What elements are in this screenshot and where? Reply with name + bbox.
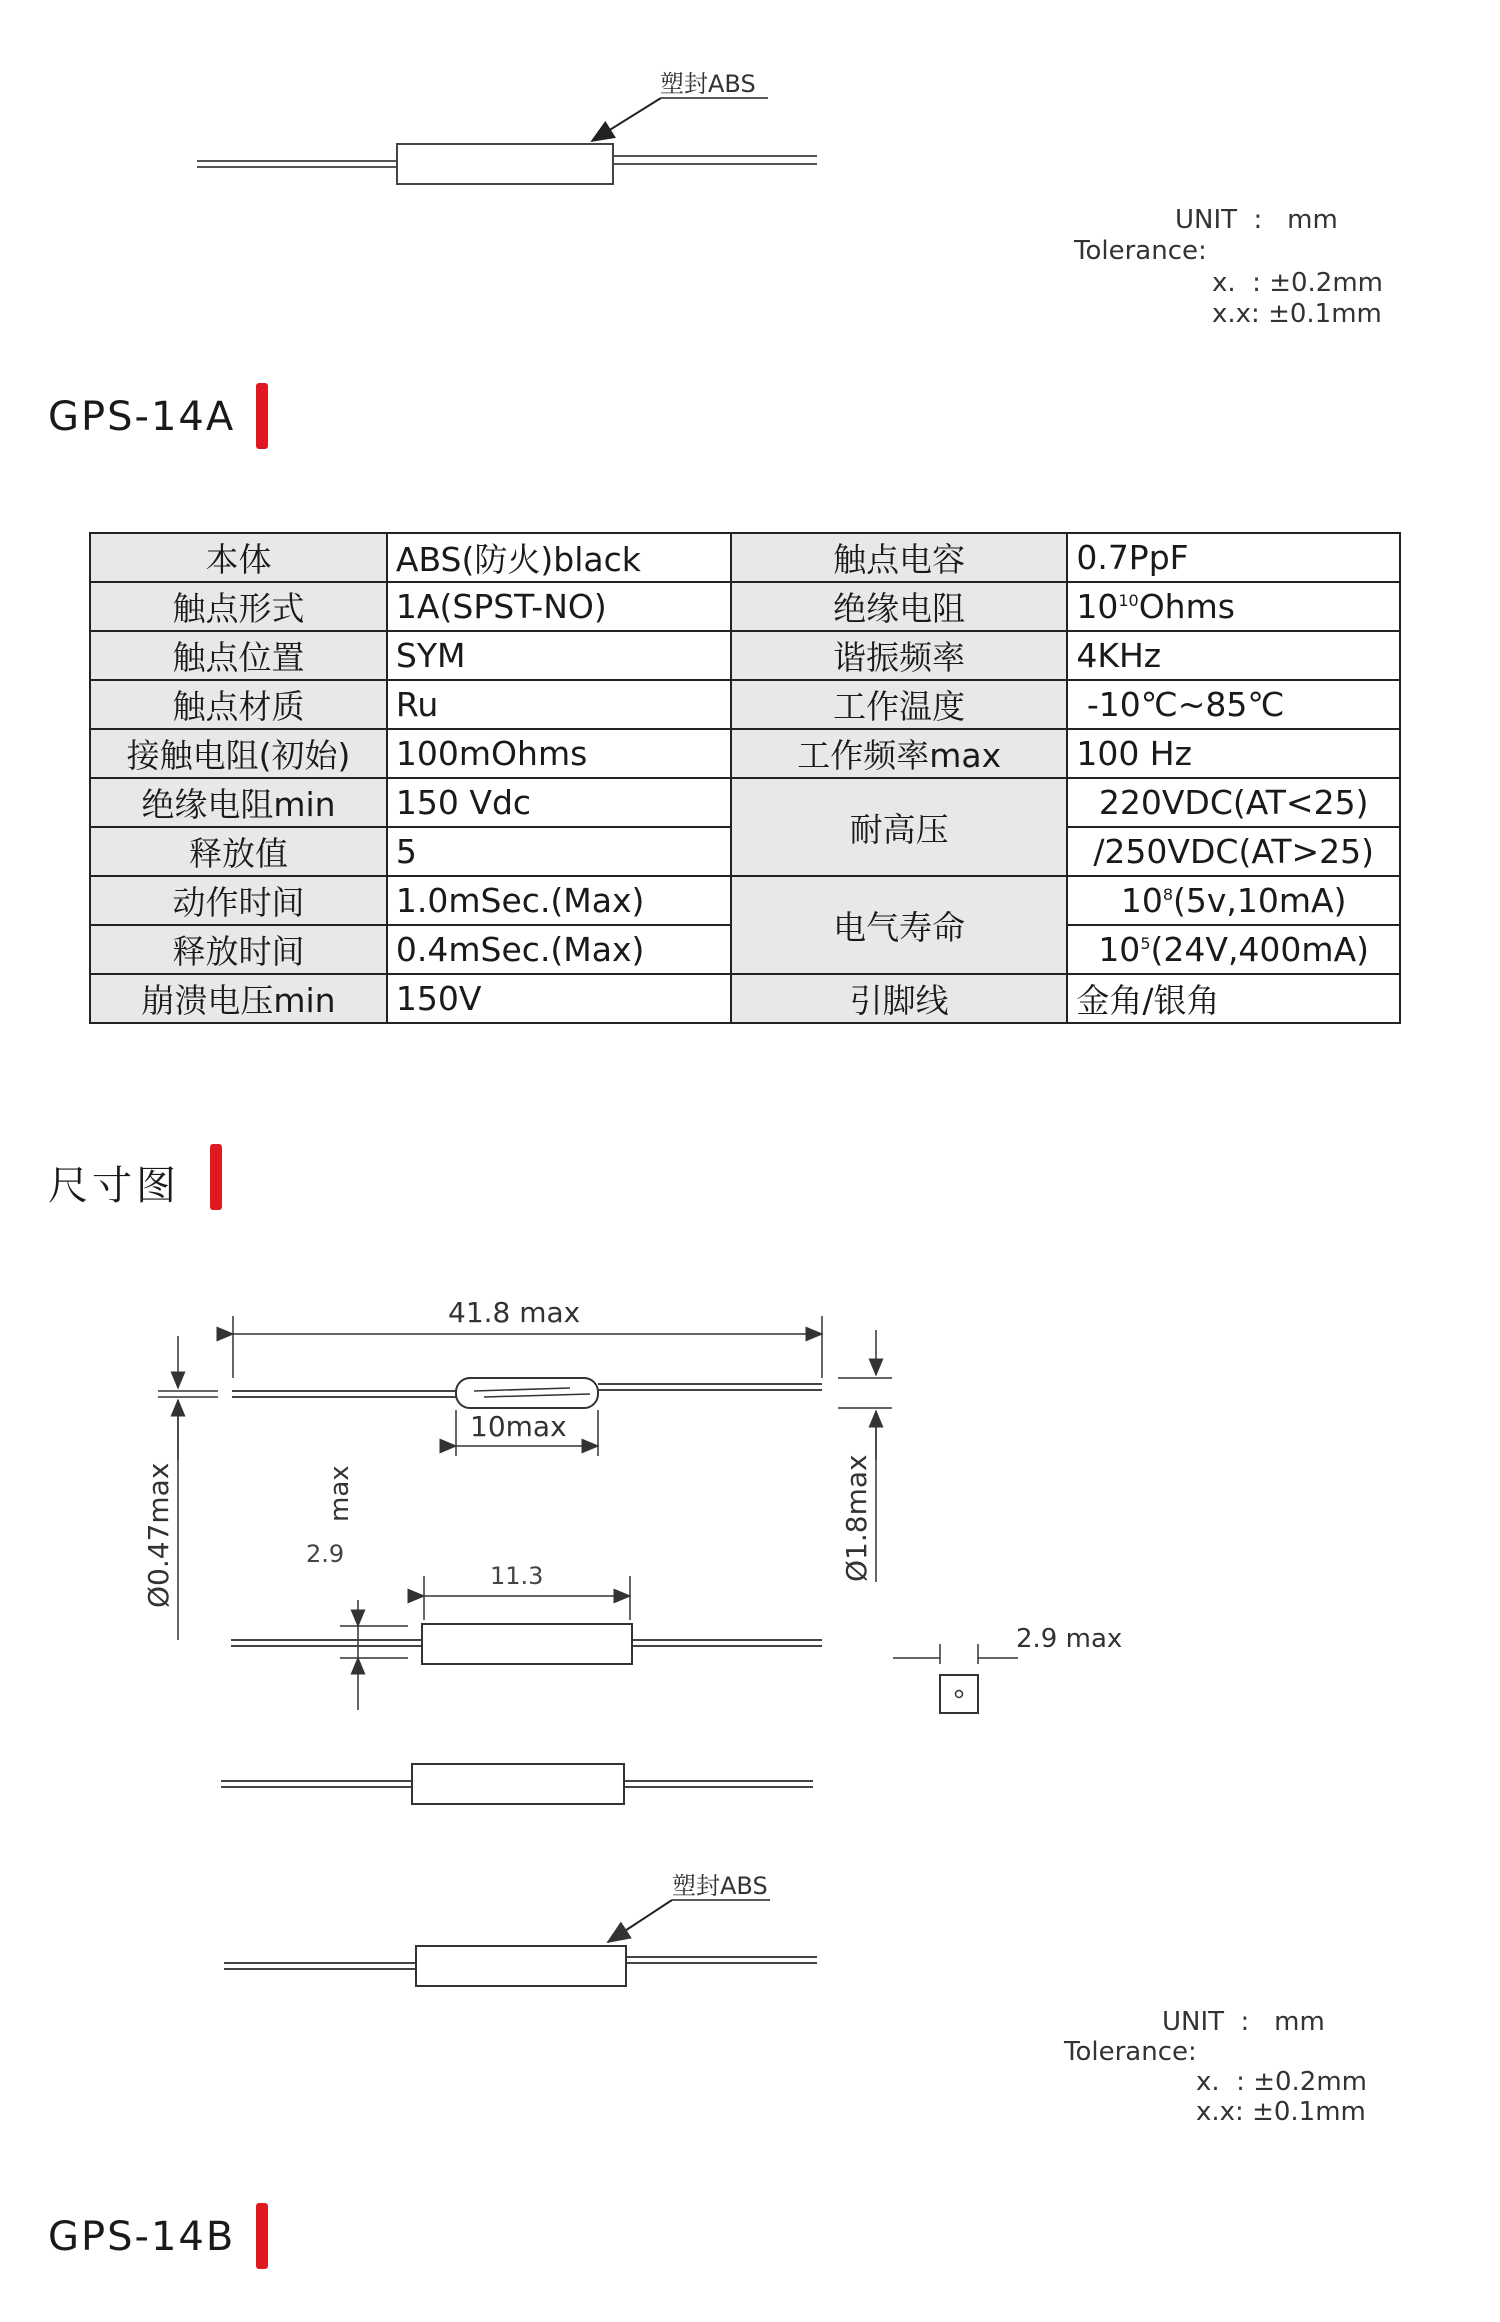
spec-label: 谐振频率 [731,631,1067,680]
spec-label: 释放时间 [90,925,387,974]
spec-value: 0.7PpF [1067,533,1400,582]
spec-value: Ru [387,680,731,729]
spec-label: 耐高压 [731,778,1067,876]
section-size-label: 2.9 max [1016,1624,1123,1654]
unit-label: UNIT : mm [1175,205,1338,235]
tolerance-label: Tolerance: [1064,2037,1197,2067]
spec-value: 4KHz [1067,631,1400,680]
spec-label: 绝缘电阻min [90,778,387,827]
table-row [90,974,1400,1023]
abs-label-2: 塑封ABS [672,1872,768,1900]
glass-tube [456,1378,598,1408]
unit-label: UNIT : mm [1162,2007,1325,2037]
spec-value: 100 Hz [1067,729,1400,778]
spec-label: 触点电容 [731,533,1067,582]
leader-arrow [592,98,661,141]
spec-label: 崩溃电压min [90,974,387,1023]
spec-value: $10^5(24V,400mA)$ [1067,925,1400,974]
table-row [90,533,1400,582]
table-row [90,876,1400,925]
spec-value: 1A(SPST-NO) [387,582,731,631]
cross-section [940,1675,978,1713]
abs-body-side [422,1624,632,1664]
table-row [90,680,1400,729]
tolerance-x: x. : ±0.2mm [1196,2067,1367,2097]
tolerance-x: x. : ±0.2mm [1212,268,1383,298]
spec-value: 金角/银角 [1067,974,1400,1023]
heading-accent-bar [210,1144,222,1210]
spec-label: 本体 [90,533,387,582]
spec-label: 动作时间 [90,876,387,925]
spec-label: 触点材质 [90,680,387,729]
table-row [90,729,1400,778]
dimension-drawing [0,1260,1500,2060]
spec-value: $10^8(5v,10mA)$ [1067,876,1400,925]
lead-diameter-label: Ø0.47max [142,1462,175,1608]
dimension-heading: 尺寸图 [48,1163,180,1209]
abs-body-labeled [416,1946,626,1986]
spec-value: 220VDC(AT<25) [1067,778,1400,827]
table-row [90,778,1400,827]
spec-value: ABS(防火)black [387,533,731,582]
spec-value: $10^{10}Ohms$ [1067,582,1400,631]
spec-label: 绝缘电阻 [731,582,1067,631]
body-height-max-label: max [325,1465,355,1522]
spec-value: 1.0mSec.(Max) [387,876,731,925]
spec-label: 工作频率max [731,729,1067,778]
spec-value: 5 [387,827,731,876]
spec-label: 接触电阻(初始) [90,729,387,778]
overall-length-label: 41.8 max [448,1296,581,1329]
spec-table [89,532,1401,1024]
spec-value: -10℃~85℃ [1067,680,1400,729]
spec-value: 150 Vdc [387,778,731,827]
spec-value: /250VDC(AT>25) [1067,827,1400,876]
spec-label: 工作温度 [731,680,1067,729]
table-row [90,631,1400,680]
spec-value: 150V [387,974,731,1023]
table-row [90,582,1400,631]
spec-value: 100mOhms [387,729,731,778]
spec-label: 触点位置 [90,631,387,680]
spec-label: 释放值 [90,827,387,876]
body-length-label: 11.3 [490,1562,544,1590]
body-height-label: 2.9 [306,1540,345,1568]
abs-label: 塑封ABS [660,70,756,98]
spec-label: 电气寿命 [731,876,1067,974]
tolerance-label: Tolerance: [1074,236,1207,266]
glass-diameter-label: Ø1.8max [840,1454,873,1582]
tolerance-xx: x.x: ±0.1mm [1196,2097,1366,2127]
heading-accent-bar [256,383,268,449]
glass-length-label: 10max [470,1410,567,1443]
heading-accent-bar [256,2203,268,2269]
abs-body-view [412,1764,624,1804]
spec-value: 0.4mSec.(Max) [387,925,731,974]
spec-label: 触点形式 [90,582,387,631]
spec-label: 引脚线 [731,974,1067,1023]
model-heading-gps14a: GPS-14A [48,394,236,440]
model-heading-gps14b: GPS-14B [48,2214,236,2260]
abs-body [397,144,613,184]
tolerance-xx: x.x: ±0.1mm [1212,299,1382,329]
spec-value: SYM [387,631,731,680]
